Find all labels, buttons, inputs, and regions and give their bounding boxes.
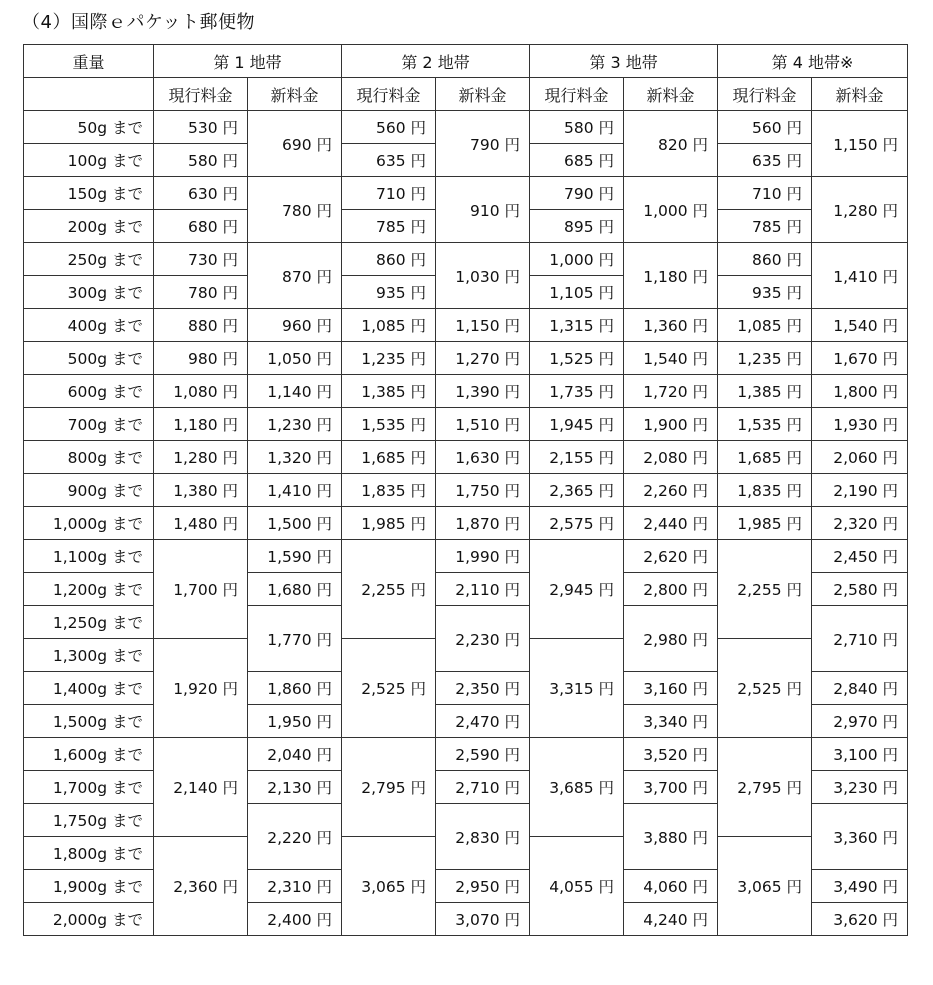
current-rate-cell: 1,280 円 — [154, 441, 248, 474]
weight-header: 重量 — [24, 45, 154, 78]
new-rate-cell: 690 円 — [248, 111, 342, 177]
weight-cell: 1,250g まで — [24, 606, 154, 639]
weight-cell: 400g まで — [24, 309, 154, 342]
weight-cell: 1,700g まで — [24, 771, 154, 804]
weight-cell: 800g まで — [24, 441, 154, 474]
new-rate-cell: 2,400 円 — [248, 903, 342, 936]
new-rate-cell: 1,030 円 — [436, 243, 530, 309]
table-row — [24, 375, 908, 408]
new-rate-cell: 1,870 円 — [436, 507, 530, 540]
new-rate-cell: 1,140 円 — [248, 375, 342, 408]
current-rate-cell: 935 円 — [718, 276, 812, 309]
weight-cell: 1,000g まで — [24, 507, 154, 540]
weight-cell: 1,900g まで — [24, 870, 154, 903]
new-rate-cell: 1,360 円 — [624, 309, 718, 342]
current-rate-cell: 630 円 — [154, 177, 248, 210]
new-rate-cell: 3,340 円 — [624, 705, 718, 738]
weight-cell: 1,200g まで — [24, 573, 154, 606]
new-rate-cell: 1,930 円 — [812, 408, 908, 441]
new-rate-cell: 2,450 円 — [812, 540, 908, 573]
current-rate-cell: 1,685 円 — [342, 441, 436, 474]
current-rate-cell: 1,835 円 — [342, 474, 436, 507]
new-rate-cell: 3,700 円 — [624, 771, 718, 804]
new-rate-cell: 2,830 円 — [436, 804, 530, 870]
new-rate-cell: 1,410 円 — [812, 243, 908, 309]
new-rate-cell: 1,950 円 — [248, 705, 342, 738]
rate-table — [23, 44, 908, 936]
new-rate-cell: 2,620 円 — [624, 540, 718, 573]
table-row — [24, 507, 908, 540]
new-rate-cell: 4,240 円 — [624, 903, 718, 936]
new-rate-cell: 910 円 — [436, 177, 530, 243]
new-rate-cell: 3,360 円 — [812, 804, 908, 870]
new-rate-cell: 3,880 円 — [624, 804, 718, 870]
current-rate-cell: 710 円 — [342, 177, 436, 210]
weight-cell: 1,800g まで — [24, 837, 154, 870]
new-rate-cell: 1,410 円 — [248, 474, 342, 507]
new-rate-header: 新料金 — [624, 78, 718, 111]
new-rate-cell: 1,280 円 — [812, 177, 908, 243]
new-rate-cell: 790 円 — [436, 111, 530, 177]
new-rate-cell: 2,220 円 — [248, 804, 342, 870]
new-rate-cell: 1,150 円 — [436, 309, 530, 342]
new-rate-cell: 1,750 円 — [436, 474, 530, 507]
current-rate-cell: 2,945 円 — [530, 540, 624, 639]
current-rate-cell: 895 円 — [530, 210, 624, 243]
current-rate-cell: 560 円 — [718, 111, 812, 144]
new-rate-cell: 2,840 円 — [812, 672, 908, 705]
current-rate-cell: 2,575 円 — [530, 507, 624, 540]
current-rate-cell: 1,525 円 — [530, 342, 624, 375]
new-rate-cell: 3,100 円 — [812, 738, 908, 771]
new-rate-header: 新料金 — [812, 78, 908, 111]
current-rate-cell: 1,735 円 — [530, 375, 624, 408]
new-rate-cell: 2,590 円 — [436, 738, 530, 771]
current-rate-cell: 780 円 — [154, 276, 248, 309]
table-row — [24, 408, 908, 441]
current-rate-cell: 2,360 円 — [154, 837, 248, 936]
new-rate-cell: 820 円 — [624, 111, 718, 177]
new-rate-cell: 3,070 円 — [436, 903, 530, 936]
current-rate-cell: 1,235 円 — [718, 342, 812, 375]
new-rate-cell: 3,520 円 — [624, 738, 718, 771]
new-rate-cell: 2,980 円 — [624, 606, 718, 672]
table-row — [24, 243, 908, 276]
new-rate-cell: 2,310 円 — [248, 870, 342, 903]
new-rate-cell: 1,900 円 — [624, 408, 718, 441]
weight-cell: 500g まで — [24, 342, 154, 375]
current-rate-cell: 1,535 円 — [342, 408, 436, 441]
table-row — [24, 309, 908, 342]
current-rate-cell: 1,105 円 — [530, 276, 624, 309]
weight-cell: 900g まで — [24, 474, 154, 507]
table-row — [24, 474, 908, 507]
current-rate-cell: 2,365 円 — [530, 474, 624, 507]
weight-cell: 1,100g まで — [24, 540, 154, 573]
new-rate-cell: 3,160 円 — [624, 672, 718, 705]
blank-header-cell — [24, 78, 154, 111]
table-row — [24, 738, 908, 771]
new-rate-cell: 1,390 円 — [436, 375, 530, 408]
current-rate-cell: 2,795 円 — [718, 738, 812, 837]
weight-cell: 300g まで — [24, 276, 154, 309]
current-rate-cell: 1,315 円 — [530, 309, 624, 342]
new-rate-cell: 2,950 円 — [436, 870, 530, 903]
current-rate-cell: 635 円 — [718, 144, 812, 177]
current-rate-cell: 2,795 円 — [342, 738, 436, 837]
new-rate-cell: 2,260 円 — [624, 474, 718, 507]
new-rate-cell: 780 円 — [248, 177, 342, 243]
table-row — [24, 441, 908, 474]
current-rate-cell: 2,155 円 — [530, 441, 624, 474]
new-rate-cell: 1,000 円 — [624, 177, 718, 243]
current-rate-cell: 785 円 — [342, 210, 436, 243]
current-rate-cell: 1,180 円 — [154, 408, 248, 441]
page-title: （4）国際ｅパケット郵便物 — [22, 12, 256, 33]
current-rate-header: 現行料金 — [530, 78, 624, 111]
current-rate-cell: 1,000 円 — [530, 243, 624, 276]
new-rate-cell: 1,590 円 — [248, 540, 342, 573]
new-rate-cell: 1,720 円 — [624, 375, 718, 408]
current-rate-cell: 790 円 — [530, 177, 624, 210]
current-rate-cell: 1,700 円 — [154, 540, 248, 639]
new-rate-cell: 2,580 円 — [812, 573, 908, 606]
zone-header: 第 1 地帯 — [154, 45, 342, 78]
current-rate-header: 現行料金 — [342, 78, 436, 111]
current-rate-cell: 1,985 円 — [718, 507, 812, 540]
new-rate-cell: 2,710 円 — [436, 771, 530, 804]
new-rate-cell: 1,500 円 — [248, 507, 342, 540]
new-rate-cell: 870 円 — [248, 243, 342, 309]
current-rate-cell: 580 円 — [154, 144, 248, 177]
zone-header: 第 3 地帯 — [530, 45, 718, 78]
new-rate-cell: 2,320 円 — [812, 507, 908, 540]
table-row — [24, 342, 908, 375]
current-rate-cell: 730 円 — [154, 243, 248, 276]
new-rate-cell: 4,060 円 — [624, 870, 718, 903]
current-rate-cell: 2,525 円 — [342, 639, 436, 738]
weight-cell: 1,400g まで — [24, 672, 154, 705]
current-rate-cell: 1,535 円 — [718, 408, 812, 441]
new-rate-cell: 1,990 円 — [436, 540, 530, 573]
current-rate-cell: 3,065 円 — [718, 837, 812, 936]
current-rate-cell: 2,255 円 — [718, 540, 812, 639]
new-rate-cell: 2,110 円 — [436, 573, 530, 606]
new-rate-cell: 1,320 円 — [248, 441, 342, 474]
current-rate-cell: 580 円 — [530, 111, 624, 144]
new-rate-cell: 2,130 円 — [248, 771, 342, 804]
table-row — [24, 111, 908, 144]
new-rate-header: 新料金 — [248, 78, 342, 111]
new-rate-cell: 2,970 円 — [812, 705, 908, 738]
current-rate-cell: 4,055 円 — [530, 837, 624, 936]
zone-header: 第 2 地帯 — [342, 45, 530, 78]
current-rate-cell: 1,235 円 — [342, 342, 436, 375]
current-rate-cell: 560 円 — [342, 111, 436, 144]
current-rate-cell: 685 円 — [530, 144, 624, 177]
weight-cell: 700g まで — [24, 408, 154, 441]
weight-cell: 150g まで — [24, 177, 154, 210]
current-rate-cell: 2,255 円 — [342, 540, 436, 639]
new-rate-cell: 960 円 — [248, 309, 342, 342]
current-rate-cell: 980 円 — [154, 342, 248, 375]
table-row — [24, 177, 908, 210]
new-rate-cell: 1,150 円 — [812, 111, 908, 177]
new-rate-cell: 1,770 円 — [248, 606, 342, 672]
current-rate-cell: 3,065 円 — [342, 837, 436, 936]
weight-cell: 600g まで — [24, 375, 154, 408]
new-rate-cell: 1,540 円 — [812, 309, 908, 342]
current-rate-cell: 635 円 — [342, 144, 436, 177]
subheader-row — [24, 78, 908, 111]
current-rate-cell: 3,315 円 — [530, 639, 624, 738]
weight-cell: 50g まで — [24, 111, 154, 144]
new-rate-cell: 3,490 円 — [812, 870, 908, 903]
current-rate-cell: 860 円 — [718, 243, 812, 276]
new-rate-cell: 3,620 円 — [812, 903, 908, 936]
new-rate-cell: 1,270 円 — [436, 342, 530, 375]
new-rate-cell: 1,510 円 — [436, 408, 530, 441]
new-rate-cell: 2,080 円 — [624, 441, 718, 474]
table-row — [24, 540, 908, 573]
new-rate-cell: 2,040 円 — [248, 738, 342, 771]
new-rate-cell: 3,230 円 — [812, 771, 908, 804]
current-rate-cell: 530 円 — [154, 111, 248, 144]
current-rate-cell: 1,835 円 — [718, 474, 812, 507]
current-rate-header: 現行料金 — [154, 78, 248, 111]
new-rate-cell: 2,800 円 — [624, 573, 718, 606]
current-rate-cell: 1,385 円 — [342, 375, 436, 408]
current-rate-cell: 860 円 — [342, 243, 436, 276]
current-rate-cell: 1,085 円 — [718, 309, 812, 342]
current-rate-cell: 1,685 円 — [718, 441, 812, 474]
current-rate-cell: 935 円 — [342, 276, 436, 309]
new-rate-cell: 2,350 円 — [436, 672, 530, 705]
new-rate-cell: 2,060 円 — [812, 441, 908, 474]
new-rate-cell: 1,680 円 — [248, 573, 342, 606]
current-rate-cell: 1,480 円 — [154, 507, 248, 540]
new-rate-cell: 1,670 円 — [812, 342, 908, 375]
current-rate-header: 現行料金 — [718, 78, 812, 111]
new-rate-cell: 2,440 円 — [624, 507, 718, 540]
current-rate-cell: 3,685 円 — [530, 738, 624, 837]
current-rate-cell: 785 円 — [718, 210, 812, 243]
new-rate-cell: 2,230 円 — [436, 606, 530, 672]
current-rate-cell: 1,380 円 — [154, 474, 248, 507]
current-rate-cell: 1,985 円 — [342, 507, 436, 540]
weight-cell: 1,600g まで — [24, 738, 154, 771]
new-rate-cell: 1,800 円 — [812, 375, 908, 408]
header-row — [24, 45, 908, 78]
weight-cell: 1,750g まで — [24, 804, 154, 837]
weight-cell: 250g まで — [24, 243, 154, 276]
current-rate-cell: 880 円 — [154, 309, 248, 342]
current-rate-cell: 1,385 円 — [718, 375, 812, 408]
current-rate-cell: 2,525 円 — [718, 639, 812, 738]
new-rate-cell: 2,190 円 — [812, 474, 908, 507]
weight-cell: 100g まで — [24, 144, 154, 177]
new-rate-cell: 1,230 円 — [248, 408, 342, 441]
new-rate-cell: 1,630 円 — [436, 441, 530, 474]
new-rate-cell: 1,050 円 — [248, 342, 342, 375]
new-rate-header: 新料金 — [436, 78, 530, 111]
current-rate-cell: 2,140 円 — [154, 738, 248, 837]
weight-cell: 2,000g まで — [24, 903, 154, 936]
new-rate-cell: 1,860 円 — [248, 672, 342, 705]
current-rate-cell: 1,080 円 — [154, 375, 248, 408]
new-rate-cell: 2,710 円 — [812, 606, 908, 672]
zone-header: 第 4 地帯※ — [718, 45, 908, 78]
new-rate-cell: 2,470 円 — [436, 705, 530, 738]
current-rate-cell: 1,920 円 — [154, 639, 248, 738]
new-rate-cell: 1,540 円 — [624, 342, 718, 375]
current-rate-cell: 680 円 — [154, 210, 248, 243]
weight-cell: 1,500g まで — [24, 705, 154, 738]
new-rate-cell: 1,180 円 — [624, 243, 718, 309]
weight-cell: 1,300g まで — [24, 639, 154, 672]
current-rate-cell: 1,945 円 — [530, 408, 624, 441]
weight-cell: 200g まで — [24, 210, 154, 243]
current-rate-cell: 1,085 円 — [342, 309, 436, 342]
current-rate-cell: 710 円 — [718, 177, 812, 210]
